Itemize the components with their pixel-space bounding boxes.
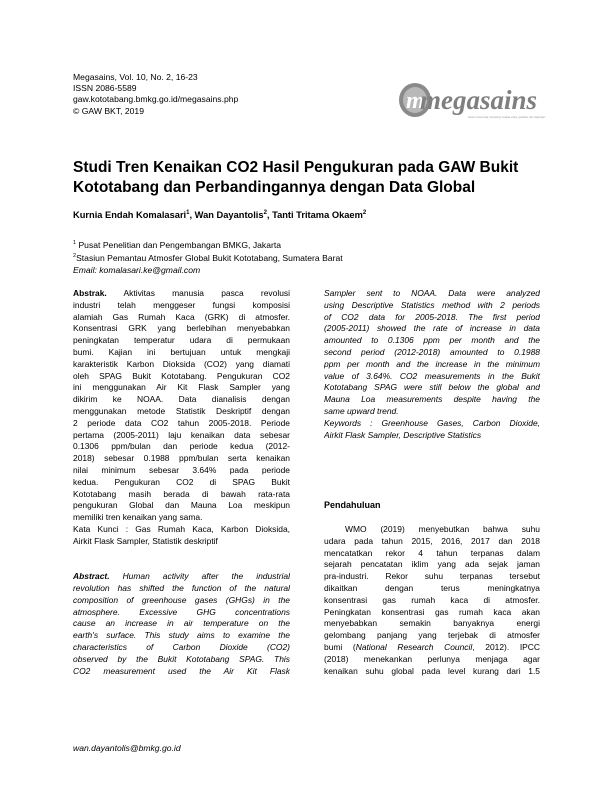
author-3-affil: 2 bbox=[362, 210, 367, 216]
left-column bbox=[73, 288, 290, 677]
intro-line: mencatatkan rekor 4 tahun terpanas dalam bbox=[324, 547, 540, 558]
abstrak-line: karakteristik Karbon Dioksida (CO2) yang diamati bbox=[73, 358, 290, 369]
affiliations bbox=[73, 238, 343, 277]
author-separator: , bbox=[189, 210, 195, 221]
affiliation-2 bbox=[73, 251, 343, 264]
intro-line-citation: bumi (National Research Council, 2012). IPCC bbox=[324, 641, 540, 652]
copyright: © GAW BKT, 2019 bbox=[73, 105, 144, 116]
abstract-paragraph-continued bbox=[324, 288, 540, 418]
intro-line: dikaitkan dengan terus meningkatnya bbox=[324, 582, 540, 593]
abstrak-keywords bbox=[73, 524, 290, 548]
intro-line: konsentrasi gas rumah kaca di atmosfer. bbox=[324, 594, 540, 605]
abstrak-line: kedua. Pengukuran CO2 di SPAG Bukit bbox=[73, 476, 290, 487]
author-1-affil: 1 bbox=[186, 210, 190, 216]
abstrak-line: menggunakan metode Statistik Deskriptif dengan bbox=[73, 405, 290, 416]
logo-wordmark: megasains bbox=[420, 85, 538, 115]
citation-source: National Research Council bbox=[355, 641, 473, 652]
author-3: Tanti Tritama Okaem bbox=[272, 210, 363, 221]
abstrak-line: Konsentrasi GRK yang berlebihan menyebabkan bbox=[73, 323, 290, 334]
intro-line: menyebabkan semakin banyaknya energi bbox=[324, 618, 540, 629]
abstrak-line: alamiah Gas Rumah Kaca (GRK) di atmosfer. bbox=[73, 311, 290, 322]
abstract-line: second period (2012-2018) amounted to 0.1988 bbox=[324, 346, 540, 357]
abstract-line: composition of greenhouse gases (GHGs) in the bbox=[73, 594, 290, 605]
abstract-line: value of 3.64%. CO2 measurements in the Bukit bbox=[324, 370, 540, 381]
abstract-keyword-line: Keywords : Greenhouse Gases, Carbon Dioxide, bbox=[324, 417, 540, 428]
abstrak-line: 2018) sebesar 0.1988 ppm/bulan serta kenaikan bbox=[73, 453, 290, 464]
abstrak-line: industri telah menggeser fungsi komposisi bbox=[73, 299, 290, 310]
journal-citation: Megasains, Vol. 10, No. 2, 16-23 bbox=[73, 72, 198, 82]
megasains-logo bbox=[398, 80, 546, 124]
intro-line: WMO (2019) menyebutkan bahwa suhu bbox=[345, 524, 540, 534]
author-1: Kurnia Endah Komalasari bbox=[73, 210, 187, 221]
section-heading-pendahuluan: Pendahuluan bbox=[324, 500, 381, 510]
author-separator: , bbox=[266, 210, 273, 221]
author-2-affil: 2 bbox=[263, 210, 267, 216]
abstract-line: Sampler sent to NOAA. Data were analyzed bbox=[324, 288, 540, 298]
affiliation-2-marker: 2 bbox=[73, 253, 77, 260]
abstrak-line: oleh SPAG Bukit Kototabang. Pengukuran CO2 bbox=[73, 370, 290, 381]
abstract-line: revolution has shifted the function of the natural bbox=[73, 582, 290, 593]
abstract-line: Abstract. Human activity after the industrial bbox=[73, 571, 290, 582]
logo-tagline: buletin meteorologi, klimatologi, kualitas udara, geofisika, dan lingkungan bbox=[468, 116, 546, 119]
abstrak-line: nilai minimum sebesar 3.64% pada periode bbox=[73, 464, 290, 475]
intro-line: udara pada tahun 2015, 2016, 2017 dan 2018 bbox=[324, 535, 540, 546]
issn: ISSN 2086-5589 bbox=[73, 83, 137, 94]
corresponding-email: Email: komalasari.ke@gmail.com bbox=[73, 264, 201, 275]
abstrak-line: pengukuran Global dan Mauna Loa meskipun bbox=[73, 500, 290, 511]
abstrak-line: Kototabang masih berada di bawah rata-rata bbox=[73, 488, 290, 499]
abstract-line: characteristics of Carbon Dioxide (CO2) bbox=[73, 641, 290, 652]
intro-paragraph bbox=[324, 524, 540, 677]
abstrak-keyword-line: Airkit Flask Sampler, Statistik deskriptif bbox=[73, 535, 218, 546]
abstrak-line: peningkatan temperatur udara di permukaan bbox=[73, 335, 290, 346]
affiliation-2-text: Stasiun Pemantau Atmosfer Global Bukit Kototabang, Sumatera Barat bbox=[76, 253, 343, 264]
journal-url: gaw.kototabang.bmkg.go.id/megasains.php bbox=[73, 94, 239, 105]
abstract-line: Kototabang SPAG were still below the global and bbox=[324, 382, 540, 393]
affiliation-1 bbox=[73, 238, 343, 251]
abstract-line: CO2 measurement used the Air Kit Flask bbox=[73, 665, 290, 676]
right-column bbox=[324, 288, 540, 441]
paper-title: Studi Tren Kenaikan CO2 Hasil Pengukuran pada GAW Bukit Kototabang dan Perbandingannya dengan Data Global bbox=[73, 159, 519, 196]
abstrak-line: 2 periode data CO2 tahun 2005-2018. Periode bbox=[73, 417, 290, 428]
abstrak-line: Abstrak. Aktivitas manusia pasca revolusi bbox=[73, 288, 290, 298]
abstract-line: of CO2 data for 2005-2018. The first period bbox=[324, 311, 540, 322]
abstract-line: same upward trend. bbox=[324, 405, 399, 416]
abstract-line: earth's surface. This study aims to examine the bbox=[73, 630, 290, 641]
intro-line: gelombang panjang yang terjebak di atmosfer bbox=[324, 630, 540, 641]
author-list bbox=[73, 210, 366, 220]
abstract-line: observed by the Bukit Kototabang SPAG. This bbox=[73, 653, 290, 664]
abstrak-line: dikirim ke NOAA. Data dianalisis dengan bbox=[73, 394, 290, 405]
abstrak-line: pertama (2005-2011) laju kenaikan data sebesar bbox=[73, 429, 290, 440]
abstract-keyword-line: Airkit Flask Sampler, Descriptive Statistics bbox=[324, 429, 482, 440]
abstract-line: ppm per month and the increase in the minimum bbox=[324, 358, 540, 369]
abstract-line: Mauna Loa measurements despite having the bbox=[324, 394, 540, 405]
intro-line: (2018) menekankan perlunya menjaga agar bbox=[324, 653, 540, 664]
abstrak-keyword-line: Kata Kunci : Gas Rumah Kaca, Karbon Dioksida, bbox=[73, 523, 290, 534]
intro-line: kenaikan suhu global pada level kurang dari 1.5 bbox=[324, 665, 540, 676]
intro-line: pra-industri. Rekor suhu terpanas tersebut bbox=[324, 571, 540, 582]
abstrak-line: 0.1306 ppm/bulan dan periode kedua (2012- bbox=[73, 441, 290, 452]
abstract-line: (2005-2011) showed the rate of increase in data bbox=[324, 323, 540, 334]
abstract-line: atmosphere. Excessive GHG concentrations bbox=[73, 606, 290, 617]
abstract-paragraph bbox=[73, 571, 290, 677]
abstract-line: amounted to 0.1306 ppm per month and the bbox=[324, 335, 540, 346]
footer-email: wan.dayantolis@bmkg.go.id bbox=[73, 743, 181, 753]
author-2: Wan Dayantolis bbox=[194, 210, 264, 221]
affiliation-1-text: Pusat Penelitian dan Pengembangan BMKG, Jakarta bbox=[76, 239, 282, 250]
affiliation-1-marker: 1 bbox=[73, 240, 77, 246]
abstrak-paragraph bbox=[73, 288, 290, 524]
abstrak-line: bumi. Kajian ini bertujuan untuk mengkaji bbox=[73, 346, 290, 357]
abstract-line: using Descriptive Statistics method with 2 periods bbox=[324, 299, 540, 310]
abstrak-line: ini menggunakan Air Kit Flask Sampler yang bbox=[73, 382, 290, 393]
intro-line: sejarah pencatatan iklim yang ada sejak jaman bbox=[324, 559, 540, 570]
abstract-line: cause an increase in air temperature on the bbox=[73, 618, 290, 629]
abstrak-line: memiliki tren kenaikan yang sama. bbox=[73, 512, 203, 523]
megasains-logo-graphic bbox=[398, 80, 546, 124]
journal-meta bbox=[73, 72, 238, 117]
intro-line: Peningkatan konsentrasi gas rumah kaca akan bbox=[324, 606, 540, 617]
logo-initial: m bbox=[406, 88, 425, 114]
abstract-keywords bbox=[324, 418, 540, 442]
